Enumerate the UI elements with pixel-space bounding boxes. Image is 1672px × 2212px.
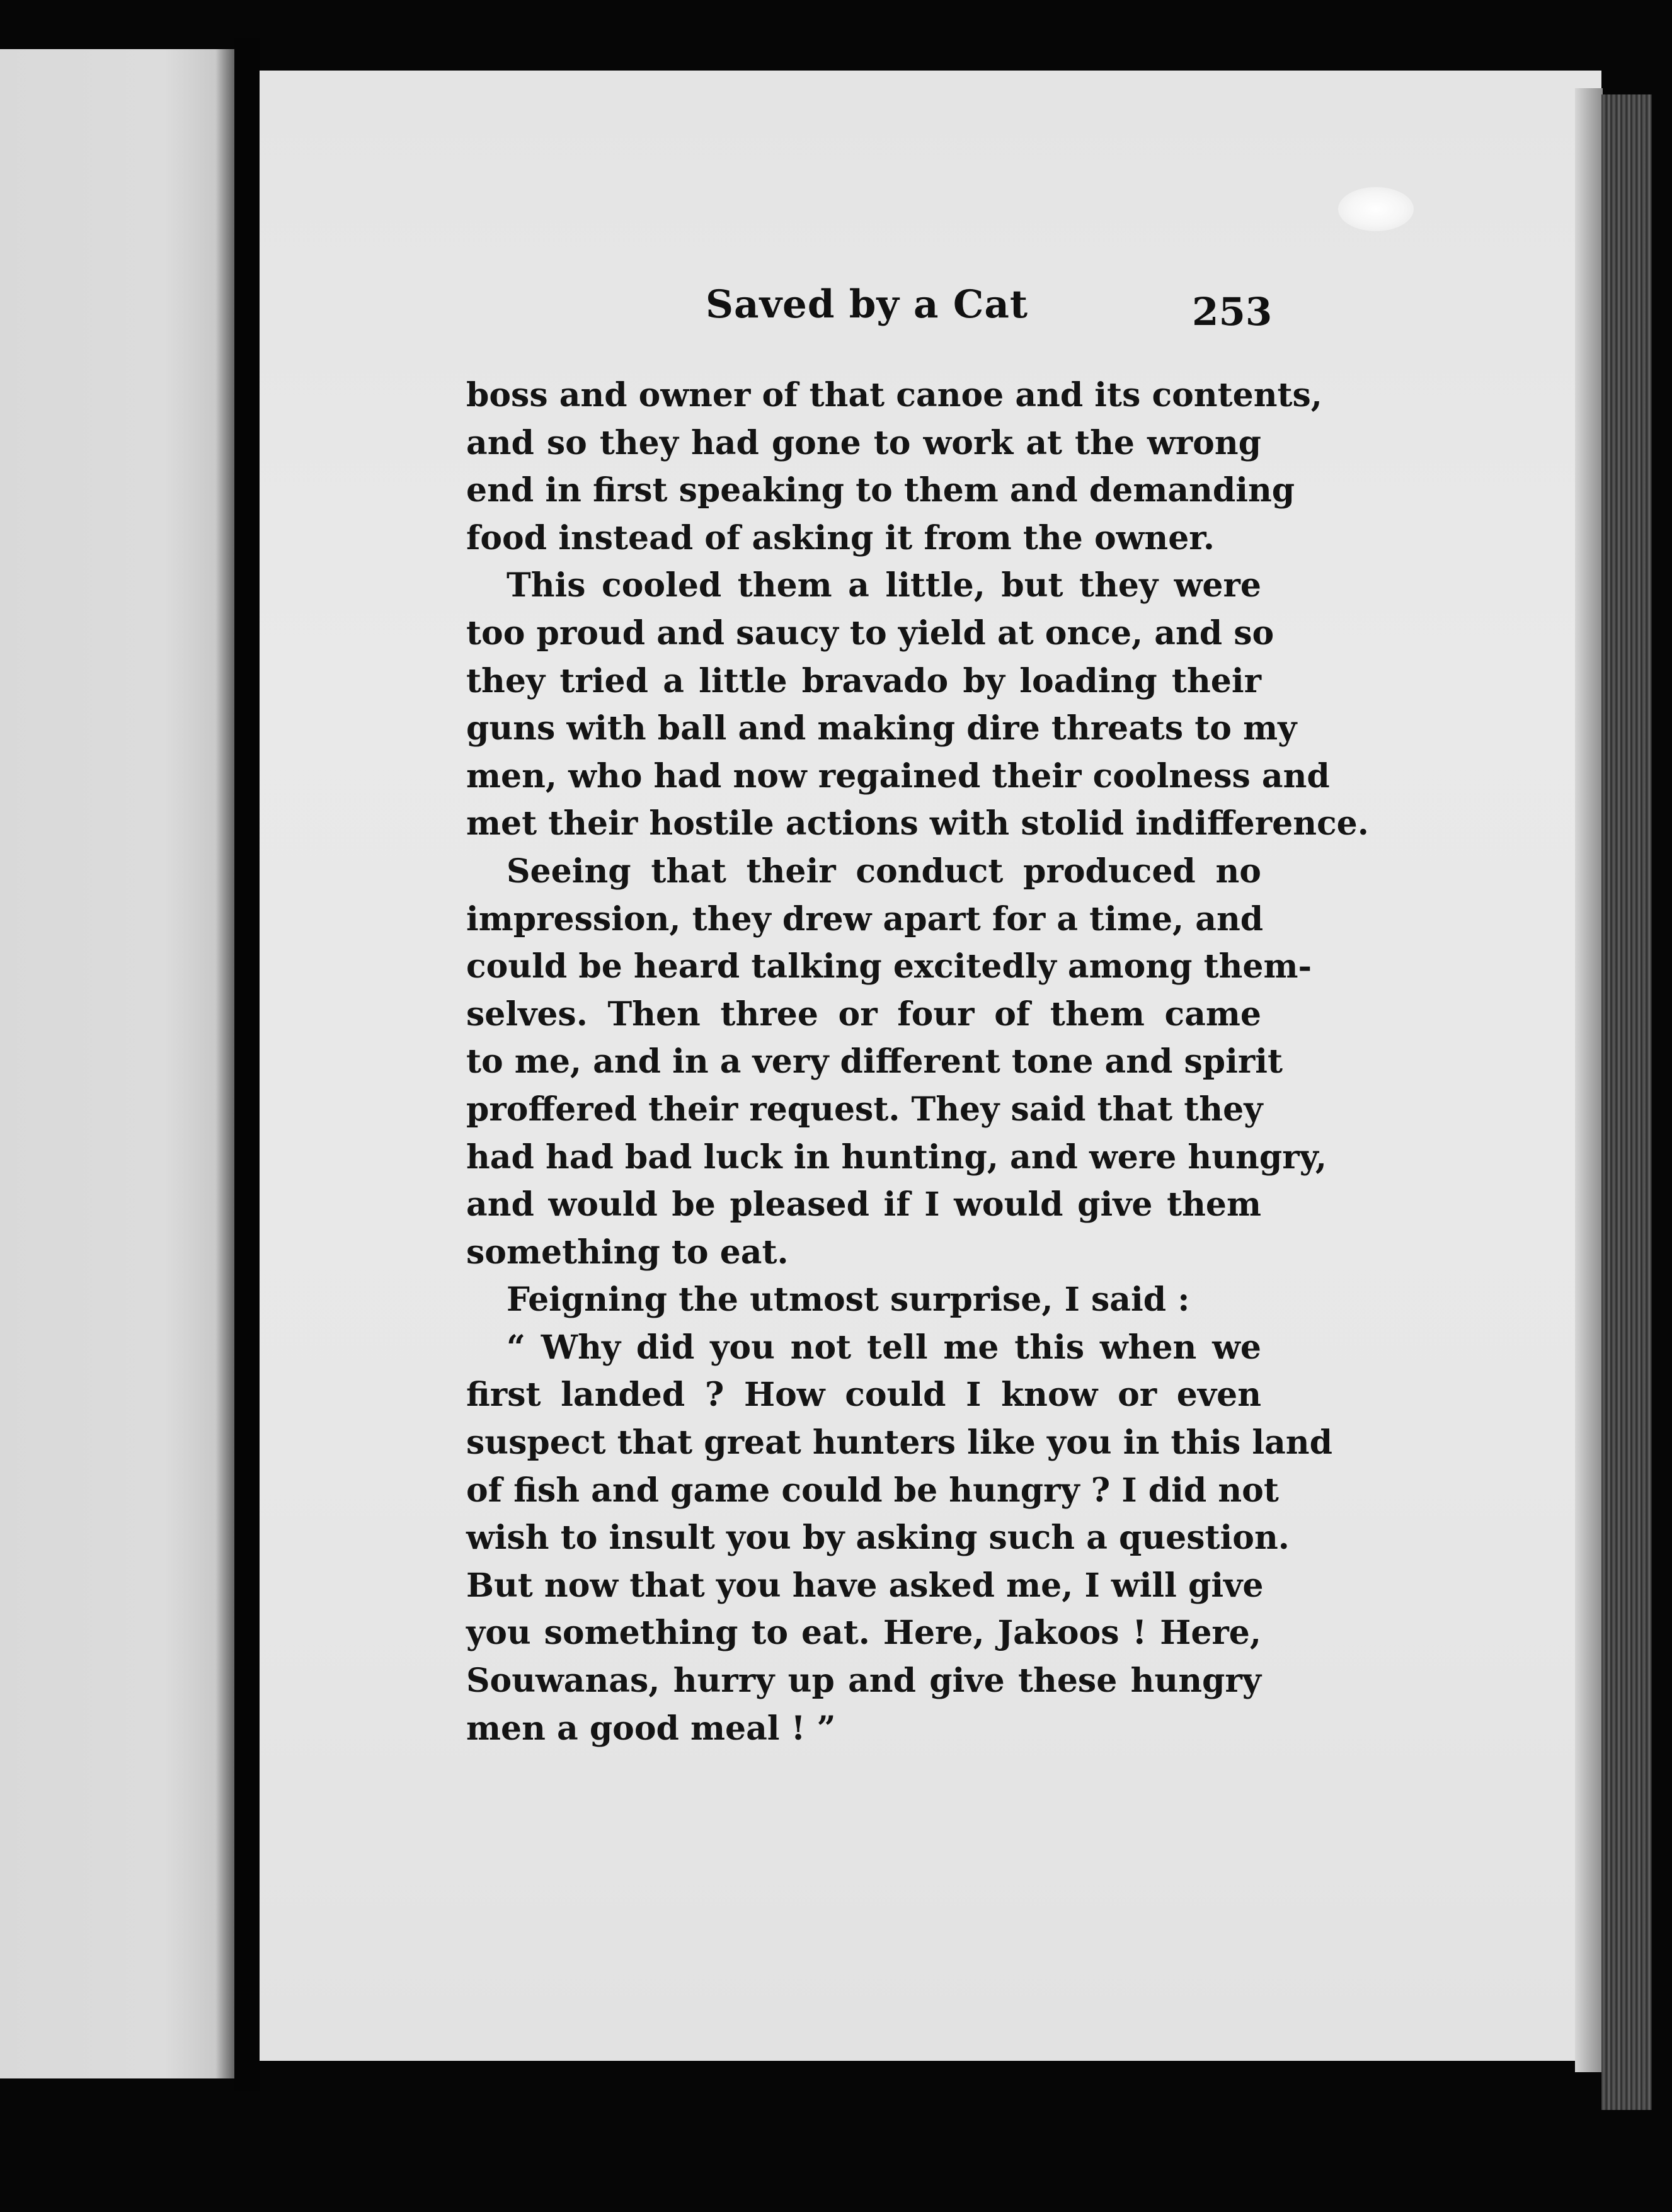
text-line: suspect that great hunters like you in this land — [466, 1423, 1332, 1462]
text-line: could be heard talking excitedly among them- — [466, 947, 1312, 986]
text-line: something to eat. — [466, 1233, 789, 1272]
text-line: first landed ? How could I know or even — [466, 1376, 1261, 1415]
running-head-title: Saved by a Cat — [706, 282, 1029, 327]
text-line: to me, and in a very different tone and spirit — [466, 1042, 1283, 1081]
text-line: Seeing that their conduct produced no — [507, 852, 1261, 891]
text-line: But now that you have asked me, I will give — [466, 1566, 1264, 1605]
text-line: wish to insult you by asking such a question. — [466, 1519, 1290, 1558]
text-line: impression, they drew apart for a time, and — [466, 899, 1264, 938]
text-line: boss and owner of that canoe and its contents, — [466, 376, 1322, 414]
text-line: they tried a little bravado by loading their — [466, 661, 1261, 700]
left-page-shadow — [215, 49, 234, 2078]
page-number: 253 — [1192, 290, 1273, 334]
text-line: This cooled them a little, but they were — [507, 566, 1261, 605]
text-line: met their hostile actions with stolid indifference. — [466, 804, 1369, 843]
text-line: proffered their request. They said that they — [466, 1090, 1263, 1129]
text-line: of fish and game could be hungry ? I did not — [466, 1471, 1279, 1510]
paper-blemish — [1338, 187, 1414, 231]
text-line: had had bad luck in hunting, and were hungry, — [466, 1137, 1327, 1177]
text-line: Souwanas, hurry up and give these hungry — [466, 1662, 1261, 1701]
text-line: and would be pleased if I would give them — [466, 1185, 1261, 1224]
book-gutter — [234, 38, 260, 2091]
text-line: Feigning the utmost surprise, I said : — [507, 1280, 1190, 1320]
page-edge-shading — [1575, 88, 1603, 2072]
text-line: selves. Then three or four of them came — [466, 995, 1261, 1034]
text-line: men a good meal ! ” — [466, 1709, 836, 1748]
text-line: guns with ball and making dire threats to my — [466, 709, 1297, 748]
text-line: you something to eat. Here, Jakoos ! Here, — [466, 1614, 1261, 1653]
text-line: end in first speaking to them and demanding — [466, 471, 1295, 510]
text-line: and so they had gone to work at the wrong — [466, 423, 1261, 462]
book-page-edges — [1601, 94, 1652, 2110]
text-line: food instead of asking it from the owner. — [466, 518, 1215, 557]
text-line: “ Why did you not tell me this when we — [507, 1328, 1261, 1367]
text-line: men, who had now regained their coolness and — [466, 756, 1330, 795]
left-page — [0, 49, 234, 2078]
body-text — [466, 372, 1369, 1752]
text-line: too proud and saucy to yield at once, and so — [466, 613, 1274, 653]
